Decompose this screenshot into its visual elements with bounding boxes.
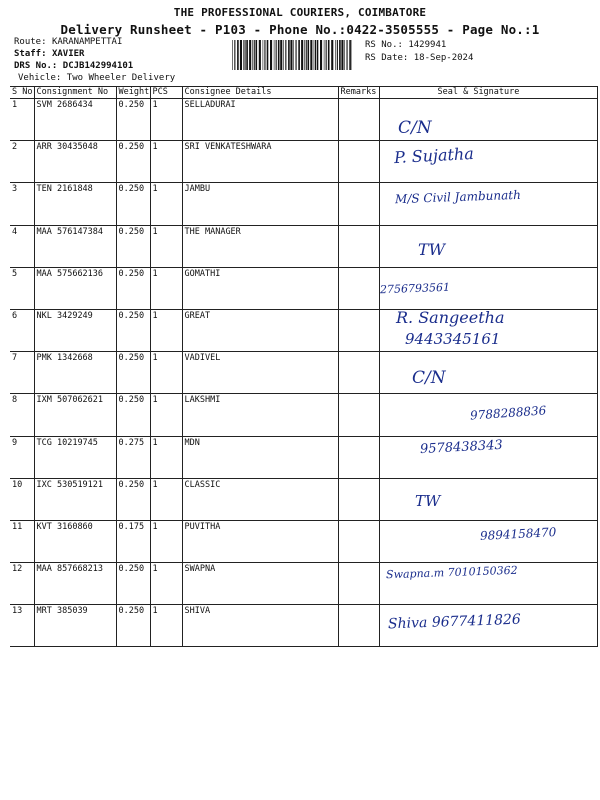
cell-remarks xyxy=(338,309,379,351)
route-value: KARANAMPETTAI xyxy=(51,37,123,47)
cell-pcs: 1 xyxy=(150,141,182,183)
signature-14: Shiva 9677411826 xyxy=(387,611,522,633)
cell-weight: 0.250 xyxy=(116,478,150,520)
vehicle-label: Vehicle: xyxy=(18,73,62,83)
cell-weight: 0.250 xyxy=(116,225,150,267)
col-weight: Weight xyxy=(116,87,150,99)
cell-sno: 5 xyxy=(10,267,34,309)
cell-consignee: MDN xyxy=(182,436,338,478)
cell-weight: 0.250 xyxy=(116,309,150,351)
cell-weight: 0.250 xyxy=(116,563,150,605)
signature-1: C/N xyxy=(398,118,432,138)
drs-label: DRS No.: xyxy=(14,61,58,71)
cell-consignment: SVM 2686434 xyxy=(34,99,116,141)
cell-remarks xyxy=(338,267,379,309)
signature-10: 9578438343 xyxy=(419,437,504,458)
cell-pcs: 1 xyxy=(150,605,182,647)
cell-remarks xyxy=(338,520,379,562)
cell-consignment: IXM 507062621 xyxy=(34,394,116,436)
drs-value: DCJB142994101 xyxy=(62,61,134,71)
cell-consignee: THE MANAGER xyxy=(182,225,338,267)
table-row xyxy=(10,267,597,309)
cell-remarks xyxy=(338,225,379,267)
signature-4: TW xyxy=(418,240,446,259)
cell-pcs: 1 xyxy=(150,352,182,394)
cell-remarks xyxy=(338,478,379,520)
table-row xyxy=(10,141,597,183)
cell-remarks xyxy=(338,183,379,225)
cell-pcs: 1 xyxy=(150,478,182,520)
cell-consignment: TEN 2161848 xyxy=(34,183,116,225)
cell-sno: 3 xyxy=(10,183,34,225)
table-row xyxy=(10,478,597,520)
company-name: THE PROFESSIONAL COURIERS, COIMBATORE xyxy=(173,6,427,19)
cell-remarks xyxy=(338,436,379,478)
table-row xyxy=(10,436,597,478)
cell-pcs: 1 xyxy=(150,563,182,605)
cell-consignment: IXC 530519121 xyxy=(34,478,116,520)
col-remarks: Remarks xyxy=(338,87,379,99)
rs-number: RS No.: 1429941 xyxy=(365,40,447,50)
cell-consignee: SWAPNA xyxy=(182,563,338,605)
cell-consignment: MAA 857668213 xyxy=(34,563,116,605)
cell-signature xyxy=(379,478,597,520)
signature-7: 9443345161 xyxy=(405,330,501,348)
route-line xyxy=(14,36,122,48)
cell-consignment: MAA 575662136 xyxy=(34,267,116,309)
cell-sno: 4 xyxy=(10,225,34,267)
cell-weight: 0.275 xyxy=(116,436,150,478)
cell-pcs: 1 xyxy=(150,520,182,562)
cell-sno: 8 xyxy=(10,394,34,436)
table-row xyxy=(10,99,597,141)
cell-remarks xyxy=(338,563,379,605)
cell-weight: 0.175 xyxy=(116,520,150,562)
cell-weight: 0.250 xyxy=(116,99,150,141)
cell-consignment: NKL 3429249 xyxy=(34,309,116,351)
col-sno: S No xyxy=(12,87,33,97)
cell-consignee: VADIVEL xyxy=(182,352,338,394)
cell-consignee: JAMBU xyxy=(182,183,338,225)
signature-5: 2756793561 xyxy=(379,280,451,297)
cell-pcs: 1 xyxy=(150,394,182,436)
cell-sno: 9 xyxy=(10,436,34,478)
staff-label: Staff: xyxy=(14,49,47,59)
cell-consignment: TCG 10219745 xyxy=(34,436,116,478)
drs-line xyxy=(14,60,133,72)
cell-weight: 0.250 xyxy=(116,394,150,436)
signature-6: R. Sangeetha xyxy=(396,308,505,327)
cell-consignee: GOMATHI xyxy=(182,267,338,309)
cell-sno: 2 xyxy=(10,141,34,183)
cell-weight: 0.250 xyxy=(116,141,150,183)
cell-remarks xyxy=(338,394,379,436)
cell-pcs: 1 xyxy=(150,309,182,351)
cell-consignee: PUVITHA xyxy=(182,520,338,562)
cell-pcs: 1 xyxy=(150,436,182,478)
cell-consignee: SHIVA xyxy=(182,605,338,647)
cell-sno: 1 xyxy=(10,99,34,141)
cell-consignment: PMK 1342668 xyxy=(34,352,116,394)
col-signature: Seal & Signature xyxy=(379,87,597,99)
cell-sno: 12 xyxy=(10,563,34,605)
rs-date: RS Date: 18-Sep-2024 xyxy=(365,53,474,63)
cell-pcs: 1 xyxy=(150,267,182,309)
col-pcs: PCS xyxy=(150,87,182,99)
cell-pcs: 1 xyxy=(150,225,182,267)
cell-consignee: SELLADURAI xyxy=(182,99,338,141)
barcode xyxy=(232,40,352,70)
staff-value: XAVIER xyxy=(51,49,85,59)
table-row xyxy=(10,225,597,267)
signature-9: 9788288836 xyxy=(469,403,547,423)
signature-13: Swapna.m 7010150362 xyxy=(385,563,518,582)
cell-pcs: 1 xyxy=(150,99,182,141)
cell-weight: 0.250 xyxy=(116,352,150,394)
col-consignment: Consignment No xyxy=(34,87,116,99)
signature-3: M/S Civil Jambunath xyxy=(394,187,522,207)
cell-consignee: CLASSIC xyxy=(182,478,338,520)
table-row xyxy=(10,309,597,351)
cell-sno: 13 xyxy=(10,605,34,647)
staff-line xyxy=(14,48,84,60)
cell-consignment: MAA 576147384 xyxy=(34,225,116,267)
cell-remarks xyxy=(338,141,379,183)
cell-sno: 6 xyxy=(10,309,34,351)
cell-consignment: MRT 385039 xyxy=(34,605,116,647)
cell-sno: 10 xyxy=(10,478,34,520)
runsheet-title: Delivery Runsheet - P103 - Phone No.:0422-3505555 - Page No.:1 xyxy=(60,22,540,37)
cell-sno: 7 xyxy=(10,352,34,394)
route-label: Route: xyxy=(14,37,47,47)
signature-2: P. Sujatha xyxy=(393,143,475,168)
cell-weight: 0.250 xyxy=(116,267,150,309)
cell-consignee: SRI VENKATESHWARA xyxy=(182,141,338,183)
cell-signature xyxy=(379,225,597,267)
vehicle-line xyxy=(18,72,175,84)
cell-weight: 0.250 xyxy=(116,605,150,647)
col-consignee: Consignee Details xyxy=(182,87,338,99)
signature-8: C/N xyxy=(412,368,446,388)
cell-consignment: ARR 30435048 xyxy=(34,141,116,183)
cell-remarks xyxy=(338,605,379,647)
signature-11: TW xyxy=(415,492,441,510)
cell-pcs: 1 xyxy=(150,183,182,225)
vehicle-value: Two Wheeler Delivery xyxy=(66,73,176,83)
cell-consignee: GREAT xyxy=(182,309,338,351)
table-header-row xyxy=(10,87,597,99)
table-row xyxy=(10,352,597,394)
cell-weight: 0.250 xyxy=(116,183,150,225)
cell-remarks xyxy=(338,99,379,141)
cell-sno: 11 xyxy=(10,520,34,562)
cell-consignee: LAKSHMI xyxy=(182,394,338,436)
signature-12: 9894158470 xyxy=(479,525,557,543)
cell-consignment: KVT 3160860 xyxy=(34,520,116,562)
cell-remarks xyxy=(338,352,379,394)
